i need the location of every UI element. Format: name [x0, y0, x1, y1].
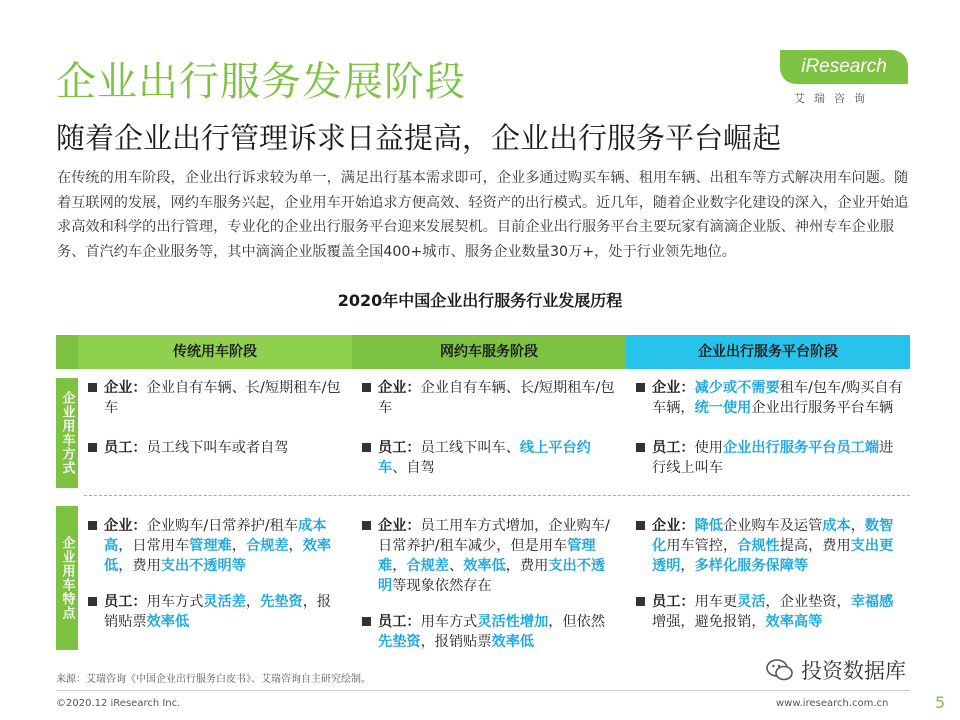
bullet-text: 企业购车及运管: [722, 518, 823, 534]
bullet-text: 用车方式: [146, 594, 204, 610]
bullet-text: ，: [850, 518, 865, 534]
bullet-text: 企业购车/日常养护/租车: [146, 518, 299, 534]
highlight-text: 灵活差: [203, 594, 246, 610]
footer-divider: [56, 690, 910, 691]
bullet-label: 企业：: [652, 380, 695, 396]
bullet-label: 员工：: [652, 594, 695, 610]
logo-wordmark: iResearch: [780, 50, 908, 84]
bullet-label: 员工：: [104, 440, 147, 456]
bullet-text: 用车方式: [420, 614, 478, 630]
bullet-item: [88, 438, 342, 458]
bullet-text: ，费用: [118, 558, 161, 574]
bullet-label: 企业：: [104, 518, 147, 534]
page-number: 5: [935, 693, 946, 712]
bullet-text: 等现象依然存在: [392, 578, 492, 594]
bullet-label: 企业：: [104, 380, 147, 396]
bullet-item: [88, 516, 342, 576]
bullet-label: 企业：: [378, 380, 421, 396]
highlight-text: 灵活: [737, 594, 766, 610]
bullet-item: [636, 378, 906, 418]
highlight-text: 统一使用: [694, 400, 752, 416]
highlight-text: 效率高等: [765, 614, 823, 630]
highlight-text: 成本高: [104, 518, 327, 554]
bullet-text: ，: [245, 594, 261, 610]
website-link[interactable]: www.iresearch.com.cn: [776, 698, 889, 709]
bullet-text: 、自驾: [392, 460, 435, 476]
highlight-text: 灵活性增加: [477, 614, 549, 630]
highlight-text: 效率低: [104, 538, 332, 574]
highlight-text: 支出不透明等: [160, 558, 246, 574]
bullet-text: 员工线下叫车、: [420, 440, 520, 456]
logo-subtitle: 艾瑞咨询: [794, 92, 874, 105]
bullet-text: ，: [231, 538, 246, 554]
bullet-item: [362, 378, 616, 418]
bullet-label: 员工：: [104, 594, 147, 610]
bullet-text: 增强，避免报销，: [652, 614, 766, 630]
row-divider: [84, 495, 910, 496]
column-header-ride-hailing: 网约车服务阶段: [352, 335, 626, 369]
column-header-traditional: 传统用车阶段: [78, 335, 352, 369]
header-corner: [56, 335, 78, 369]
bullet-label: 企业：: [652, 518, 695, 534]
highlight-text: 支出更透明: [652, 538, 894, 574]
highlight-text: 合规性: [737, 538, 780, 554]
bullet-text: ，日常用车: [118, 538, 190, 554]
bullet-text: ，报销贴票: [104, 594, 332, 630]
highlight-text: 成本: [822, 518, 851, 534]
bullet-text: ，: [392, 558, 407, 574]
page-title: 企业出行服务发展阶段: [56, 59, 466, 105]
bullet-item: [88, 592, 342, 632]
bullet-item: [88, 378, 342, 418]
bullet-text: 企业自有车辆、长/短期租车/包车: [104, 380, 341, 416]
bullet-text: 租车/包车/购买自有车辆，: [652, 380, 903, 416]
cell-traits-ride-hailing: [362, 516, 616, 664]
highlight-text: 线上平台约车: [378, 440, 591, 476]
iresearch-logo: [780, 50, 930, 110]
bullet-item: [636, 438, 906, 478]
highlight-text: 减少或不需要: [694, 380, 780, 396]
bullet-text: 员工用车方式增加，企业购车/日常养护/租车减少，但是用车: [378, 518, 610, 554]
column-header-platform: 企业出行服务平台阶段: [626, 335, 910, 369]
highlight-text: 先垫资: [378, 634, 421, 650]
bullet-text: 使用: [694, 440, 723, 456]
cell-usage-platform: [636, 378, 906, 490]
bullet-text: ，费用: [505, 558, 549, 574]
cell-usage-ride-hailing: [362, 378, 616, 490]
bullet-text: 进行线上叫车: [652, 440, 894, 476]
bullet-text: ，但依然: [548, 614, 606, 630]
chart-title: 2020年中国企业出行服务行业发展历程: [337, 291, 623, 310]
highlight-text: 效率低: [146, 614, 190, 630]
bullet-label: 企业：: [378, 518, 421, 534]
highlight-text: 幸福感: [850, 594, 894, 610]
highlight-text: 数智化: [652, 518, 894, 554]
cell-traits-platform: [636, 516, 906, 644]
bullet-item: [362, 516, 616, 596]
bullet-text: ，: [680, 558, 695, 574]
bullet-label: 员工：: [652, 440, 695, 456]
highlight-text: 多样化服务保障等: [694, 558, 809, 574]
bullet-text: 、: [448, 558, 464, 574]
bullet-item: [636, 516, 906, 576]
bullet-item: [362, 612, 616, 652]
highlight-text: 降低: [694, 518, 723, 534]
row-label-characteristics: 企业用车特点: [56, 506, 78, 650]
cell-traits-traditional: [88, 516, 342, 644]
bullet-text: 提高，费用: [779, 538, 851, 554]
highlight-text: 先垫资: [260, 594, 303, 610]
bullet-text: 用车管控，: [666, 538, 738, 554]
source-note: 来源：艾瑞咨询《中国企业出行服务白皮书》、艾瑞咨询自主研究绘制。: [56, 674, 371, 685]
intro-paragraph: 在传统的用车阶段，企业出行诉求较为单一，满足出行基本需求即可，企业多通过购买车辆、租用车辆、出租车等方式解决用车问题。随着互联网的发展，网约车服务兴起，企业用车开始追求方便高效、轻资产的出行模式。近几年，随着企业数字化建设的深入，企业开始追求高效和科学的出行管理，专业化的企业出行服务平台迎来发展契机。目前企业出行服务平台主要玩家有滴滴企业版、神州专车企业服务、首汽约车企业服务等，其中滴滴企业版覆盖全国400+城市、服务企业数量30万+，处于行业领先地位。: [57, 170, 909, 260]
bullet-text: ，: [288, 538, 303, 554]
cell-usage-traditional: [88, 378, 342, 470]
copyright: ©2020.12 iResearch Inc.: [56, 698, 181, 709]
page-subtitle: 随着企业出行管理诉求日益提高，企业出行服务平台崛起: [56, 121, 782, 155]
bullet-item: [636, 592, 906, 632]
highlight-text: 管理难: [189, 538, 232, 554]
highlight-text: 合规差: [245, 538, 289, 554]
bullet-text: 企业自有车辆、长/短期租车/包车: [378, 380, 615, 416]
bullet-text: 用车更: [694, 594, 738, 610]
bullet-text: 企业出行服务平台车辆: [751, 400, 894, 416]
wechat-watermark: [765, 655, 906, 685]
highlight-text: 支出不透明: [378, 558, 606, 594]
wechat-icon: [765, 658, 795, 682]
highlight-text: 效率低: [491, 634, 535, 650]
bullet-text: ，企业垫资，: [765, 594, 851, 610]
row-label-usage-mode: 企业用车方式: [56, 378, 78, 488]
bullet-item: [362, 438, 616, 478]
highlight-text: 效率低: [463, 558, 506, 574]
highlight-text: 合规差: [406, 558, 449, 574]
bullet-text: 员工线下叫车或者自驾: [146, 440, 289, 456]
highlight-text: 企业出行服务平台员工端: [722, 440, 880, 456]
bullet-label: 员工：: [378, 614, 421, 630]
watermark-text: 投资数据库: [801, 659, 906, 683]
bullet-label: 员工：: [378, 440, 421, 456]
bullet-text: ，报销贴票: [420, 634, 492, 650]
highlight-text: 管理难: [378, 538, 596, 574]
